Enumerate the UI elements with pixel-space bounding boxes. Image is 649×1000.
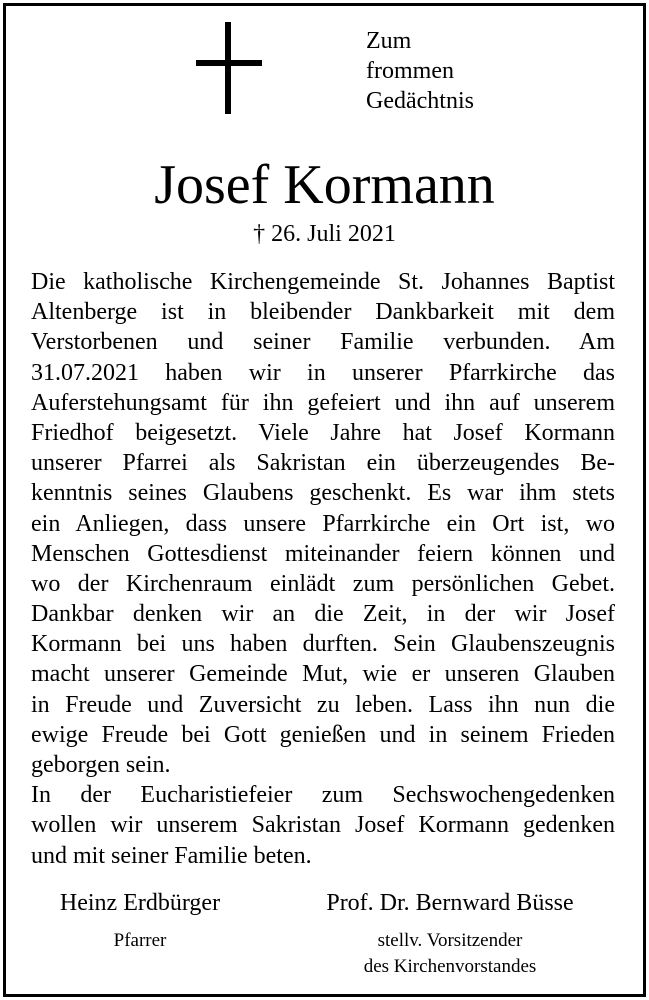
text-line: Kormann bei uns haben durften. Sein Glaubenszeugnis — [31, 631, 615, 658]
text-line: wollen wir unserem Sakristan Josef Kormann gedenken — [31, 812, 615, 839]
text-line: unserer Pfarrei als Sakristan ein überzeugendes Be- — [31, 450, 615, 477]
text-line: Auferstehungsamt für ihn gefeiert und ihn auf unserem — [31, 389, 615, 416]
memorial-heading — [366, 26, 474, 116]
text-line: macht unserer Gemeinde Mut, wie er unseren Glauben — [31, 661, 615, 688]
memorial-line: Gedächtnis — [366, 88, 474, 114]
text-line: Die katholische Kirchengemeinde St. Johannes Baptist — [31, 269, 615, 295]
signature-name-chair: Prof. Dr. Bernward Büsse — [326, 890, 574, 916]
signature-role-pastor — [30, 928, 250, 954]
text-line: Menschen Gottesdienst miteinander feiern können und — [31, 540, 615, 567]
cross-icon — [196, 22, 262, 114]
text-line: ewige Freude bei Gott genießen und in seinem Frieden — [31, 721, 615, 748]
role-line: des Kirchenvorstandes — [363, 956, 537, 977]
text-line: 31.07.2021 haben wir in unserer Pfarrkirche das — [31, 359, 615, 386]
text-line: und mit seiner Familie beten. — [31, 842, 312, 869]
memorial-line: Zum — [366, 28, 412, 54]
text-line: Verstorbenen und seiner Familie verbunden. Am — [31, 329, 615, 356]
signature-role-chair — [285, 928, 615, 980]
text-line: in Freude und Zuversicht zu leben. Lass ihn nun die — [31, 691, 615, 718]
text-line: Friedhof beigesetzt. Viele Jahre hat Josef Kormann — [31, 419, 615, 446]
role-line: Pfarrer — [113, 930, 167, 951]
signature-name-pastor: Heinz Erdbürger — [59, 890, 221, 916]
text-line: Dankbar denken wir an die Zeit, in der wir Josef — [31, 601, 615, 628]
text-line: kenntnis seines Glaubens geschenkt. Es war ihm stets — [31, 480, 615, 507]
role-line: stellv. Vorsitzender — [377, 930, 523, 951]
death-date: † 26. Juli 2021 — [253, 221, 396, 247]
deceased-name: Josef Kormann — [154, 154, 495, 216]
text-line: Altenberge ist in bleibender Dankbarkeit mit dem — [31, 299, 615, 326]
notice-text — [31, 267, 615, 871]
text-line: geborgen sein. — [31, 752, 171, 778]
text-line: In der Eucharistiefeier zum Sechswochengedenken — [31, 782, 615, 809]
text-line: ein Anliegen, dass unsere Pfarrkirche ein Ort ist, wo — [31, 510, 615, 537]
memorial-line: frommen — [366, 58, 454, 84]
text-line: wo der Kirchenraum einlädt zum persönlichen Gebet. — [31, 570, 615, 597]
